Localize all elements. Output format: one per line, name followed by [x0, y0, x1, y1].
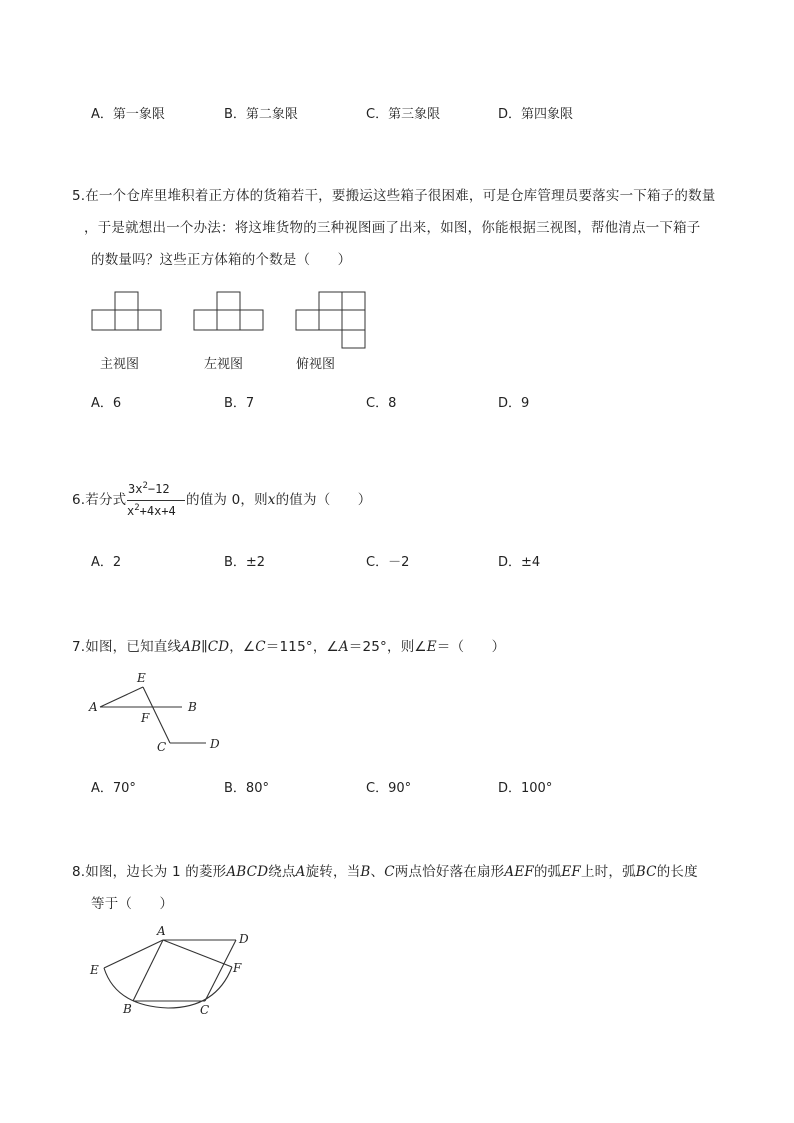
q8-p2: 绕点	[268, 864, 296, 880]
q7-text	[72, 635, 505, 655]
q7-a: A	[338, 639, 349, 655]
q8-text-line2: 等于（ ）	[91, 896, 174, 912]
q8-p8: 的长度	[656, 864, 698, 880]
q8-abcd: ABCD	[226, 864, 269, 880]
q5-text-line1: 5.在一个仓库里堆积着正方体的货箱若干，要搬运这些箱子很困难，可是仓库管理员要落实一下箱子的数量	[72, 188, 716, 204]
label-d: D	[210, 737, 220, 751]
label-a: A	[89, 700, 98, 714]
q6-denominator	[127, 503, 176, 518]
q6-denominator-exponent: 2	[134, 503, 140, 513]
q6-suffix-a: 的值为 0，则	[186, 492, 268, 508]
left-view-grid	[194, 292, 263, 330]
q6-numerator-exponent: 2	[142, 481, 148, 491]
q8-p5: 两点恰好落在扇形	[394, 864, 505, 880]
radius-af	[163, 940, 232, 967]
q6-option-d: D．±4	[498, 555, 541, 570]
q6-numerator	[128, 481, 170, 496]
label-f: F	[141, 711, 150, 725]
q6-suffix	[186, 488, 372, 508]
q4-option-b: B．第二象限	[224, 107, 298, 122]
label-b: B	[123, 1002, 132, 1016]
side-ba	[133, 940, 163, 1001]
q8-ef: EF	[561, 864, 581, 880]
q7-c: C	[255, 639, 266, 655]
q5-option-a: A．6	[91, 396, 122, 411]
q4-option-d: D．第四象限	[498, 107, 574, 122]
radius-ae	[104, 940, 163, 968]
q6-option-c: C．－2	[366, 555, 410, 570]
q7-option-b: B．80°	[224, 781, 269, 796]
front-view-grid	[92, 292, 161, 330]
q6-option-a: A．2	[91, 555, 122, 570]
q8-p1: 8.如图，边长为 1 的菱形	[72, 864, 227, 880]
q6-denominator-tail: +4x+4	[139, 504, 176, 518]
q6-fraction-bar	[127, 500, 185, 501]
q7-geometry-figure	[0, 660, 260, 760]
q8-sector-figure	[0, 920, 300, 1030]
q6-numerator-base: 3x	[128, 482, 143, 496]
q7-prefix: 7.如图，已知直线	[72, 639, 182, 655]
q7-mid3: ＝25°，则∠	[348, 639, 427, 655]
q8-b: B	[360, 864, 371, 880]
q7-mid1: ，∠	[229, 639, 256, 655]
label-e: E	[90, 963, 99, 977]
q5-option-c: C．8	[366, 396, 397, 411]
label-a: A	[157, 924, 166, 938]
q4-option-c: C．第三象限	[366, 107, 441, 122]
q8-p6: 的弧	[533, 864, 562, 880]
q6-denominator-base: x	[127, 504, 135, 518]
q7-suffix: ＝（ ）	[436, 639, 506, 655]
side-dc	[205, 940, 236, 1001]
q5-text-line3: 的数量吗？这些正方体箱的个数是（ ）	[91, 252, 352, 268]
q8-aef: AEF	[504, 864, 534, 880]
caption-front-view: 主视图	[100, 357, 140, 372]
q8-a: A	[295, 864, 306, 880]
label-f: F	[233, 961, 242, 975]
q6-variable: x	[267, 492, 276, 508]
q7-option-d: D．100°	[498, 781, 553, 796]
q7-e: E	[426, 639, 437, 655]
segment-ae	[100, 687, 143, 707]
q8-p4: 、	[370, 864, 385, 880]
label-c: C	[200, 1003, 210, 1017]
label-b: B	[188, 700, 197, 714]
caption-top-view: 俯视图	[296, 357, 336, 372]
q8-bc: BC	[635, 864, 657, 880]
q8-c: C	[384, 864, 395, 880]
q4-option-a: A．第一象限	[91, 107, 165, 122]
q7-mid2: ＝115°，∠	[265, 639, 339, 655]
label-c: C	[157, 740, 167, 754]
q6-option-b: B．±2	[224, 555, 266, 570]
top-view-grid	[296, 292, 365, 348]
q8-p3: 旋转，当	[305, 864, 361, 880]
q6-suffix-b: 的值为（ ）	[275, 492, 372, 508]
q5-option-b: B．7	[224, 396, 255, 411]
q7-option-c: C．90°	[366, 781, 412, 796]
q7-option-a: A．70°	[91, 781, 136, 796]
q5-three-views-figure	[0, 0, 794, 360]
label-e: E	[137, 671, 146, 685]
q8-p7: 上时，弧	[580, 864, 636, 880]
caption-left-view: 左视图	[204, 357, 244, 372]
q7-ab-cd: AB∥CD	[181, 639, 230, 655]
q8-text-line1	[72, 860, 698, 880]
q5-text-line2: ，于是就想出一个办法：将这堆货物的三种视图画了出来，如图，你能根据三视图，帮他清点一下箱子	[84, 220, 701, 236]
q6-numerator-tail: −12	[147, 482, 170, 496]
q5-option-d: D．9	[498, 396, 530, 411]
q6-prefix: 6.若分式	[72, 492, 127, 508]
label-d: D	[239, 932, 249, 946]
